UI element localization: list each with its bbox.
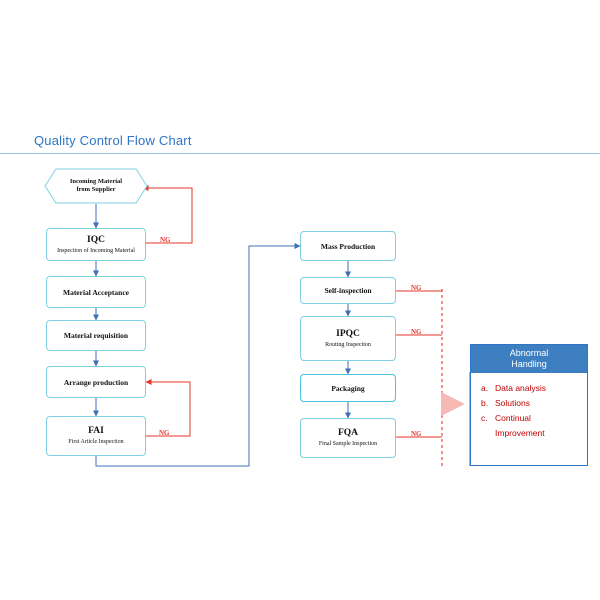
- node-ipqc-subtitle: Routing Inspection: [325, 341, 371, 348]
- list-item-label: b.: [481, 398, 489, 408]
- node-material-requisition-title: Material requisition: [63, 331, 129, 340]
- node-material-requisition[interactable]: [46, 320, 146, 351]
- ng-label-fqa: NG: [411, 430, 422, 438]
- node-iqc-subtitle: Inspection of Incoming Material: [57, 247, 135, 254]
- node-fqa-title: FQA: [337, 428, 359, 438]
- node-iqc[interactable]: [46, 228, 146, 261]
- abnormal-handling-header-line1: Abnormal: [509, 348, 549, 358]
- node-mass-production[interactable]: [300, 231, 396, 261]
- list-item-text: Continual: [495, 413, 531, 423]
- ng-label-iqc: NG: [160, 236, 171, 244]
- node-fai[interactable]: [46, 416, 146, 456]
- node-material-acceptance-title: Material Acceptance: [62, 287, 129, 297]
- abnormal-handling-list: [471, 373, 587, 445]
- ng-label-ipqc: NG: [411, 328, 422, 336]
- title-divider: [0, 153, 600, 154]
- node-fai-title: FAI: [88, 426, 104, 436]
- ng-label-self-inspection: NG: [411, 284, 422, 292]
- list-item: [481, 411, 581, 426]
- list-item: [481, 396, 581, 411]
- list-item-text: Data analysis: [495, 383, 547, 393]
- list-item: [481, 381, 581, 396]
- node-iqc-title: IQC: [87, 234, 105, 245]
- abnormal-handling-header: [471, 345, 587, 373]
- node-fqa[interactable]: [300, 418, 396, 458]
- node-incoming-material[interactable]: [44, 168, 148, 204]
- list-item-text: Solutions: [495, 398, 530, 408]
- node-arrange-production-title: Arrange production: [63, 377, 129, 387]
- node-mass-production-title: Mass Production: [320, 241, 376, 251]
- ng-label-fai: NG: [159, 429, 170, 437]
- node-material-acceptance[interactable]: [46, 276, 146, 308]
- list-item: [481, 426, 581, 441]
- abnormal-handling-header-line2: Handling: [511, 359, 547, 369]
- list-item-label: c.: [481, 413, 488, 423]
- node-self-inspection[interactable]: [300, 277, 396, 304]
- node-fai-subtitle: First Article Inspection: [68, 439, 124, 445]
- node-ipqc-title: IPQC: [336, 328, 360, 339]
- list-item-text: Improvement: [495, 428, 545, 438]
- node-ipqc[interactable]: [300, 316, 396, 361]
- node-arrange-production[interactable]: [46, 366, 146, 398]
- node-packaging[interactable]: [300, 374, 396, 402]
- node-fqa-subtitle: Final Sample Inspection: [318, 441, 378, 447]
- page-title: Quality Control Flow Chart: [34, 133, 192, 148]
- node-packaging-title: Packaging: [331, 383, 365, 393]
- incoming-material-line1: Incoming Material: [69, 177, 123, 185]
- list-item-label: [481, 426, 490, 441]
- incoming-material-line2: from Supplier: [76, 186, 116, 193]
- list-item-label: a.: [481, 383, 489, 393]
- abnormal-handling-panel[interactable]: [470, 344, 588, 466]
- node-self-inspection-title: Self-inspection: [324, 286, 372, 295]
